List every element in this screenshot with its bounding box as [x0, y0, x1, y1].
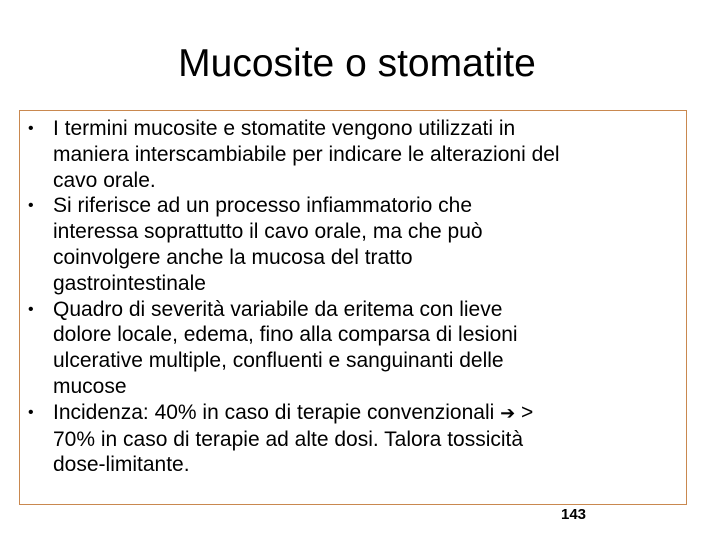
bullet-1-line-1: I termini mucosite e stomatite vengono utilizzati in [53, 117, 516, 140]
bullet-dot-icon: • [28, 300, 34, 318]
bullet-2-line-4: gastrointestinale [53, 271, 206, 295]
bullet-4-line-3: dose-limitante. [53, 453, 190, 477]
bullet-list [25, 116, 695, 478]
bullet-3-line-2: dolore locale, edema, fino alla comparsa di lesioni [53, 323, 518, 347]
bullet-dot-icon: • [28, 120, 34, 137]
bullet-4-line-1-suffix: > [515, 400, 534, 424]
right-arrow-icon: ➔ [500, 402, 516, 423]
bullet-1-line-3: cavo orale. [53, 168, 156, 192]
bullet-4-line-2: 70% in caso di terapie ad alte dosi. Talora tossicità [53, 427, 524, 451]
bullet-4-line-1-text: Incidenza: 40% in caso di terapie convenzionali [53, 400, 495, 424]
bullet-3-line-1: Quadro di severità variabile da eritema con lieve [53, 297, 503, 321]
bullet-dot-icon: • [28, 403, 34, 421]
bullet-item-2 [25, 193, 695, 296]
bullet-3-line-4: mucose [53, 374, 127, 398]
bullet-3-line-3: ulcerative multiple, confluenti e sanguinanti delle [53, 349, 504, 373]
bullet-dot-icon: • [28, 197, 34, 215]
bullet-2-line-2: interessa soprattutto il cavo orale, ma che può [53, 220, 483, 244]
bullet-2-line-3: coinvolgere anche la mucosa del tratto [53, 245, 413, 269]
bullet-item-3 [25, 297, 695, 400]
bullet-1-line-2: maniera interscambiabile per indicare le alterazioni del [53, 142, 560, 166]
bullet-item-1 [25, 116, 695, 193]
page-number: 143 [561, 506, 587, 523]
bullet-item-4 [25, 400, 695, 478]
slide-title: Mucosite o stomatite [178, 42, 536, 85]
bullet-2-line-1: Si riferisce ad un processo infiammatorio che [53, 194, 473, 218]
